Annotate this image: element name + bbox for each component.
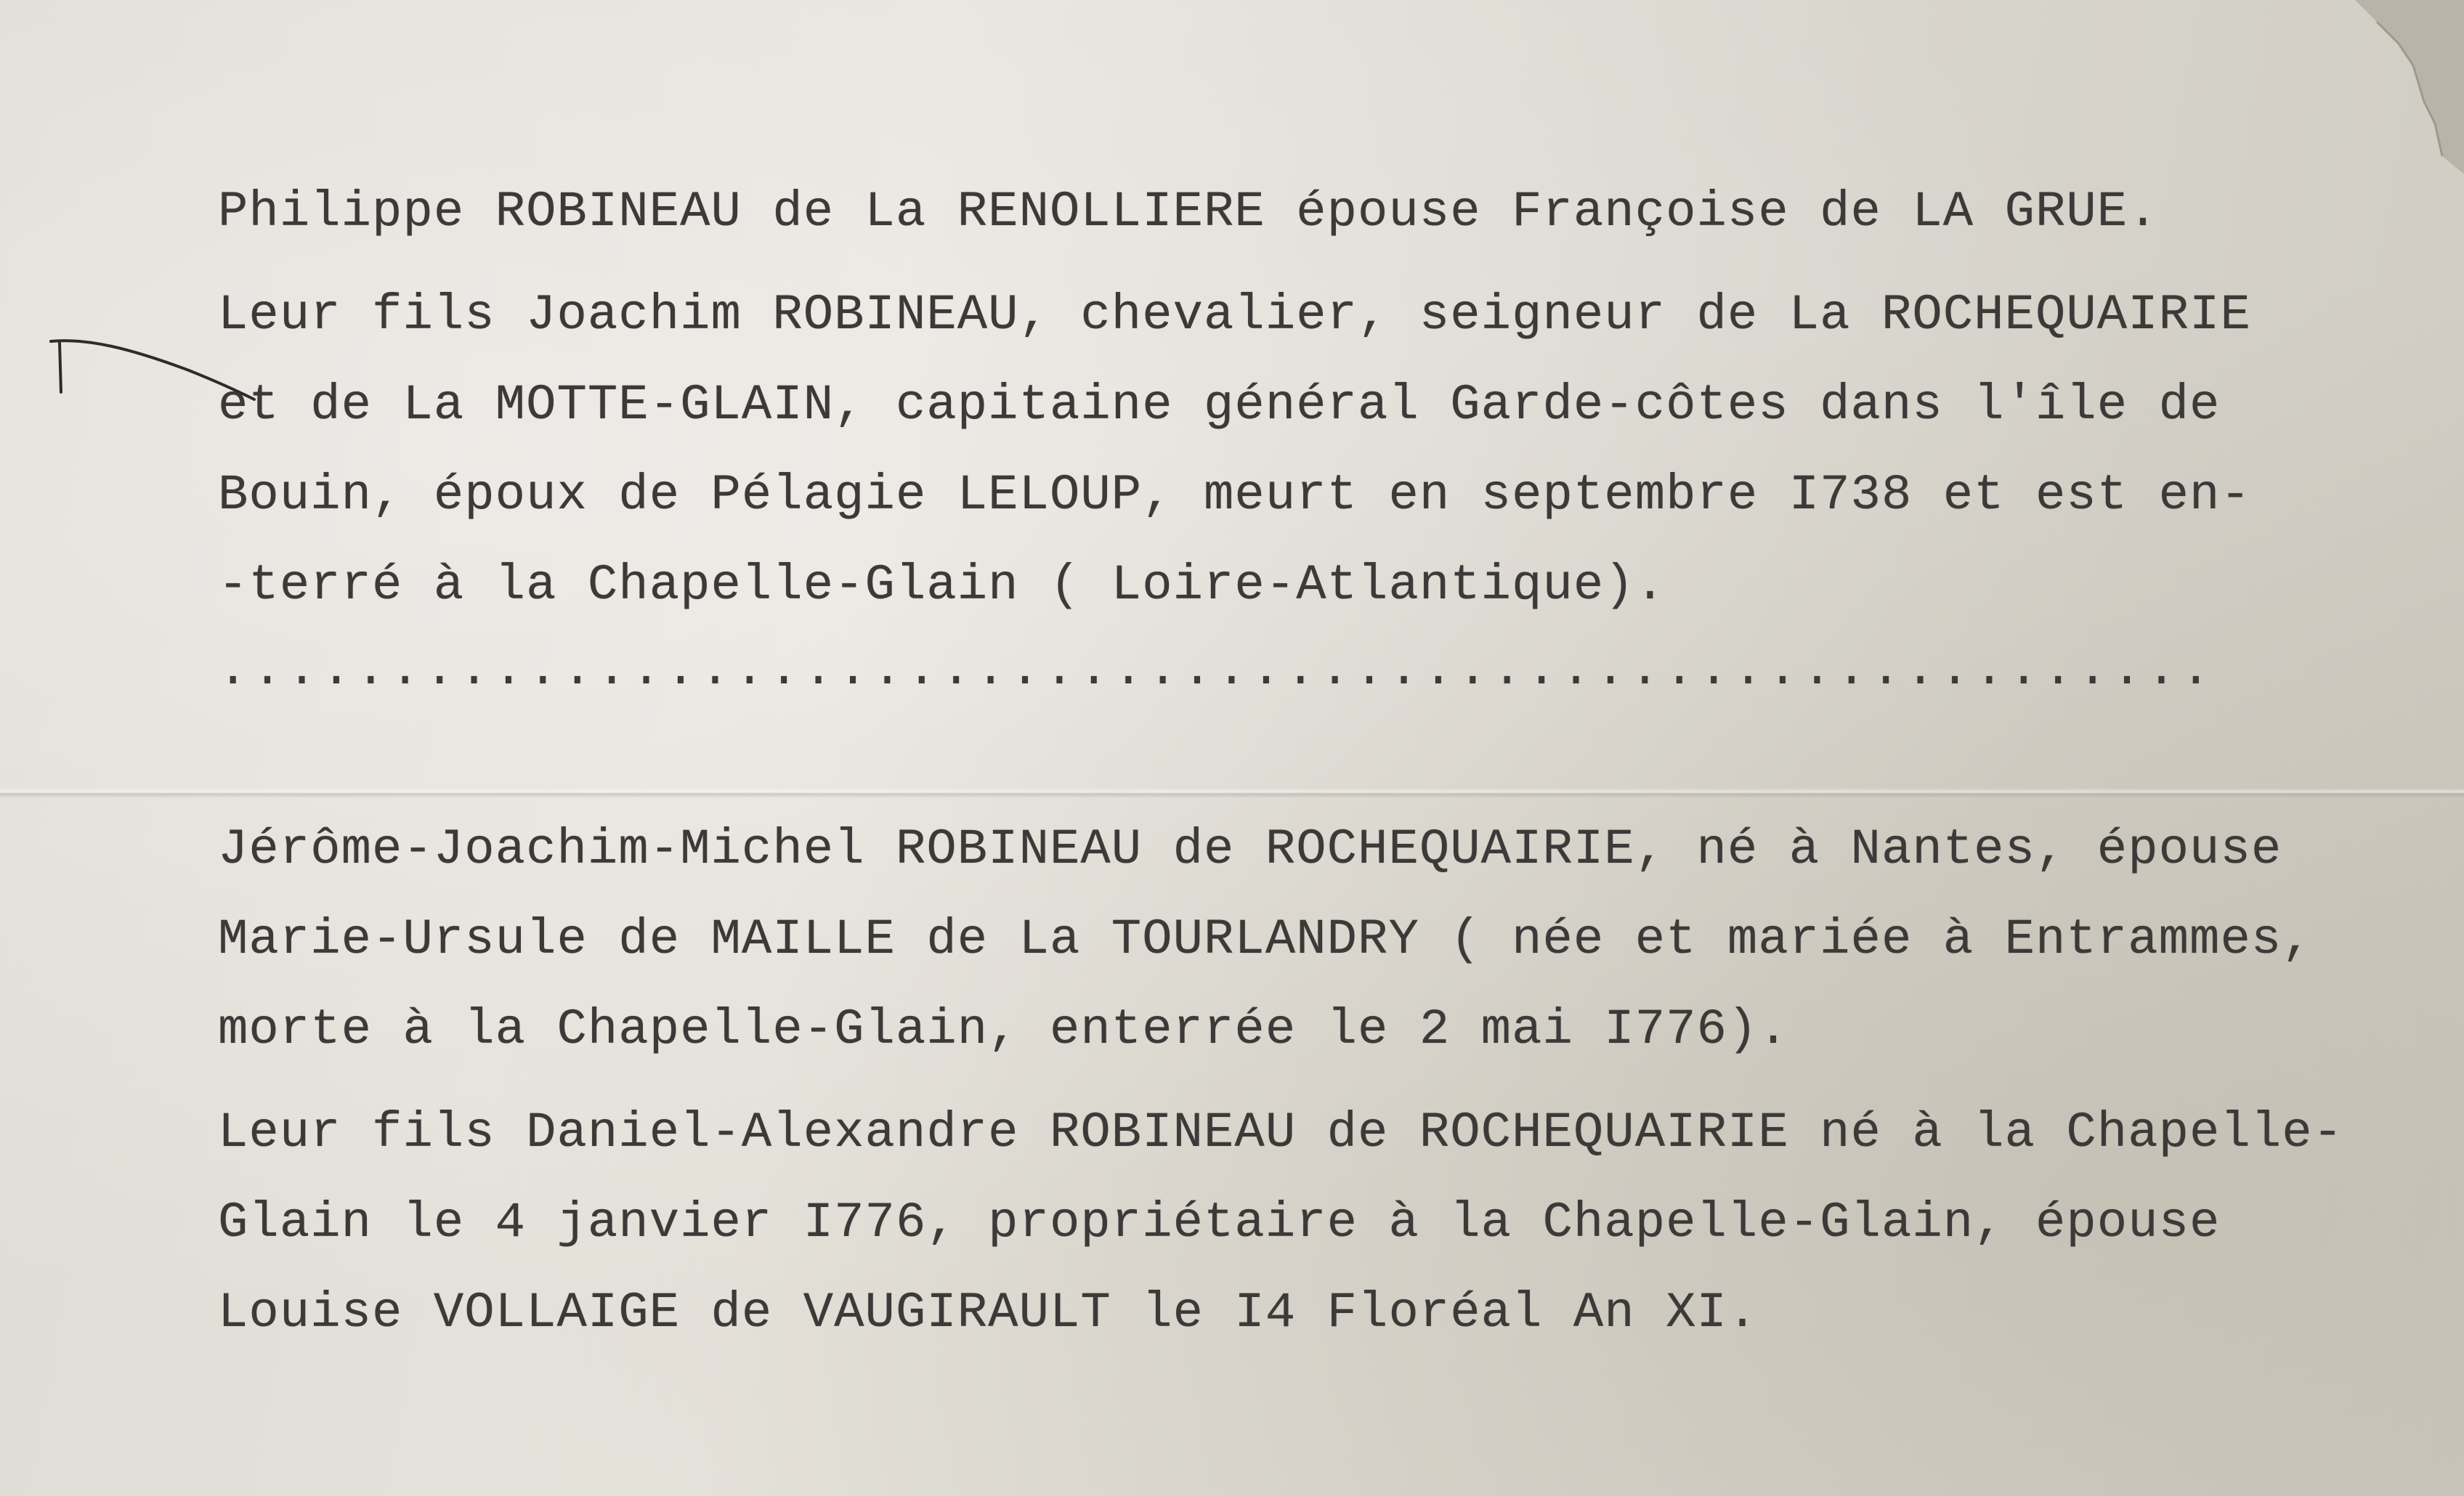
- line-3: et de La MOTTE-GLAIN, capitaine général Garde-côtes dans l'île de: [218, 377, 2221, 434]
- line-4: Bouin, époux de Pélagie LELOUP, meurt en septembre I738 et est en-: [218, 467, 2251, 524]
- line-11: Louise VOLLAIGE de VAUGIRAULT le I4 Floréal An XI.: [218, 1285, 1759, 1341]
- typed-text: [218, 167, 2412, 1358]
- paragraph-gap: [218, 1075, 2412, 1088]
- torn-corner-shape: [2355, 0, 2464, 174]
- line-5: -terré à la Chapelle-Glain ( Loire-Atlantique).: [218, 557, 1666, 614]
- paragraph-gap: [218, 257, 2412, 270]
- line-2: Leur fils Joachim ROBINEAU, chevalier, seigneur de La ROCHEQUAIRIE: [218, 287, 2251, 343]
- line-10: Glain le 4 janvier I776, propriétaire à la Chapelle-Glain, épouse: [218, 1195, 2221, 1251]
- line-9: Leur fils Daniel-Alexandre ROBINEAU de ROCHEQUAIRIE né à la Chapelle-: [218, 1105, 2344, 1161]
- line-6: Jérôme-Joachim-Michel ROBINEAU de ROCHEQUAIRIE, né à Nantes, épouse: [218, 821, 2282, 878]
- line-8: morte à la Chapelle-Glain, enterrée le 2 mai I776).: [218, 1001, 1789, 1058]
- line-7: Marie-Ursule de MAILLE de La TOURLANDRY ( née et mariée à Entrammes,: [218, 911, 2313, 968]
- section-gap: [218, 710, 2412, 805]
- dotted-separator: ..........................................................: [218, 642, 2216, 699]
- line-1: Philippe ROBINEAU de La RENOLLIERE épouse Françoise de LA GRUE.: [218, 184, 2159, 240]
